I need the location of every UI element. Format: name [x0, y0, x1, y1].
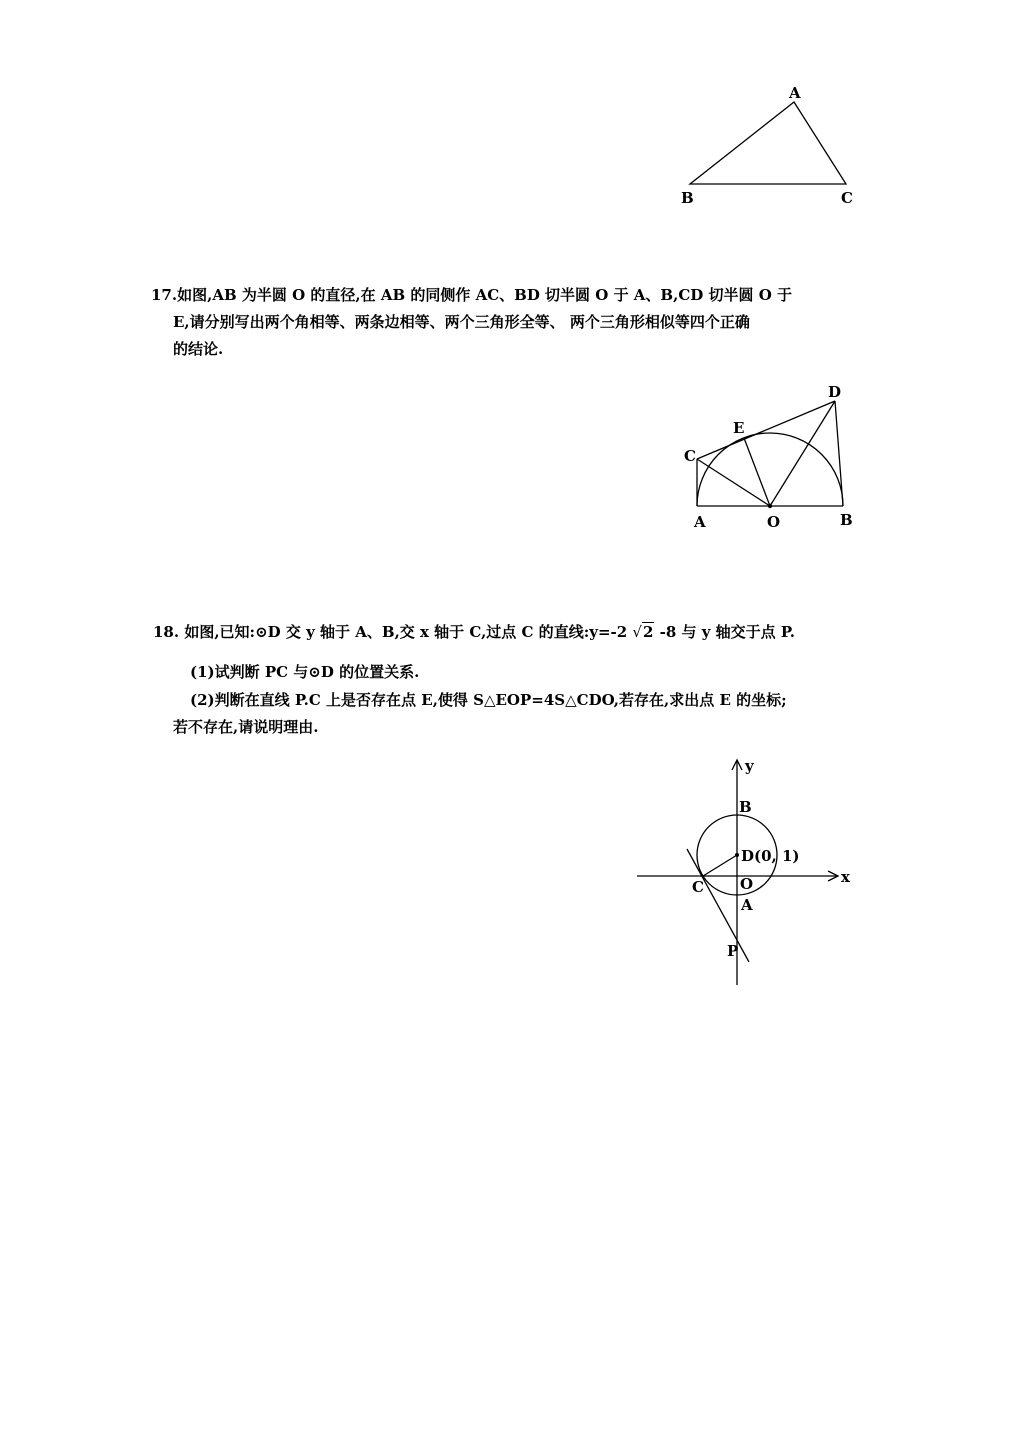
label-y: y: [745, 757, 754, 775]
label-d: D(0, 1): [741, 847, 800, 865]
label-d: D: [828, 383, 842, 401]
q18-line-4: 若不存在,请说明理由.: [173, 718, 319, 736]
label-a: A: [741, 896, 753, 914]
center-d-dot: [735, 853, 739, 857]
label-b: B: [739, 798, 752, 816]
label-c: C: [841, 189, 853, 207]
label-o: O: [767, 513, 781, 531]
tangent-line-pc: [687, 849, 749, 962]
q17-line-3: 的结论.: [173, 340, 224, 358]
sqrt-radicand: 2: [642, 623, 654, 641]
label-c: C: [692, 878, 704, 896]
q17-line-1: 17.如图,AB 为半圆 O 的直径,在 AB 的同侧作 AC、BD 切半圆 O 于 A、B,CD 切半圆 O 于: [151, 286, 793, 304]
label-a: A: [694, 513, 706, 531]
label-o: O: [740, 875, 754, 893]
q17-line-2: E,请分别写出两个角相等、两条边相等、两个三角形全等、 两个三角形相似等四个正确: [173, 313, 750, 331]
q18-line-1-suffix: -8 与 y 轴交于点 P.: [654, 623, 795, 641]
sqrt-2: √2: [632, 623, 654, 641]
q18-line-2: (1)试判断 PC 与⊙D 的位置关系.: [190, 663, 420, 681]
radius-dc: [703, 855, 737, 876]
label-b: B: [840, 511, 853, 529]
label-e: E: [733, 419, 745, 437]
label-p: P: [727, 942, 739, 960]
label-c: C: [684, 447, 696, 465]
q18-line-3: (2)判断在直线 P.C 上是否存在点 E,使得 S△EOP=4S△CDO,若存在,求出点 E 的坐标;: [190, 691, 787, 709]
label-x: x: [841, 868, 850, 886]
q18-line-1-prefix: 18. 如图,已知:⊙D 交 y 轴于 A、B,交 x 轴于 C,过点 C 的直线:y=-2: [153, 623, 633, 641]
label-b: B: [681, 189, 694, 207]
label-a: A: [789, 84, 801, 102]
